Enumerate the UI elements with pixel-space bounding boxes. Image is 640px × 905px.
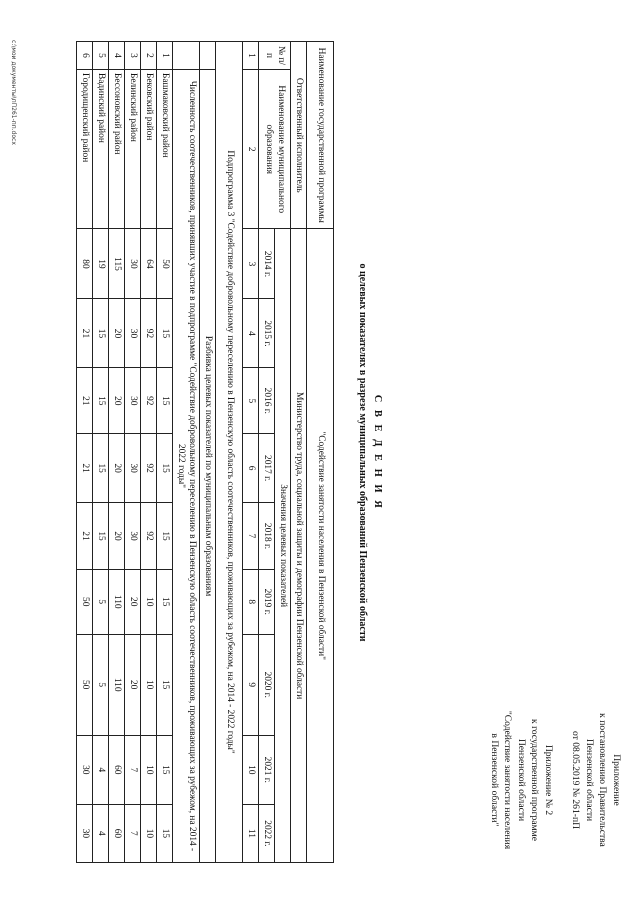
- district-name: Бессоновский район: [109, 70, 125, 229]
- file-path-footer: c:\мои документы\пП261-пп.docx: [10, 40, 17, 145]
- value-cell: 92: [141, 299, 157, 368]
- row-number: 3: [125, 42, 141, 70]
- value-cell: 30: [125, 368, 141, 434]
- table-row: [109, 42, 125, 863]
- value-cell: 15: [157, 503, 173, 570]
- appendix-line: "Содействие занятости населения: [502, 710, 514, 850]
- executor-label: Ответственный исполнитель: [291, 42, 307, 229]
- indicators-table: [76, 41, 334, 863]
- value-cell: 20: [125, 569, 141, 634]
- year-header: 2016 г.: [259, 368, 275, 434]
- value-cell: 21: [77, 503, 93, 570]
- value-cell: 30: [125, 503, 141, 570]
- district-name: Белинский район: [125, 70, 141, 229]
- table-row: [141, 42, 157, 863]
- value-cell: 60: [109, 804, 125, 862]
- row-number: 1: [157, 42, 173, 70]
- value-cell: 15: [157, 299, 173, 368]
- value-cell: 15: [93, 368, 109, 434]
- value-cell: 21: [77, 434, 93, 503]
- value-cell: 15: [157, 804, 173, 862]
- value-cell: 50: [77, 569, 93, 634]
- column-number: 2: [243, 70, 259, 229]
- column-number: 9: [243, 634, 259, 735]
- breakdown-row: [200, 42, 216, 863]
- document-heading: [357, 40, 383, 865]
- value-cell: 15: [93, 503, 109, 570]
- appendix-line: от 08.05.2019 № 261-пП: [570, 730, 582, 830]
- column-number: 6: [243, 434, 259, 503]
- value-cell: 19: [93, 229, 109, 299]
- district-name: Вадинский район: [93, 70, 109, 229]
- district-name: Башмаковский район: [157, 70, 173, 229]
- value-cell: 64: [141, 229, 157, 299]
- appendix-line: Пензенской области: [516, 738, 527, 822]
- value-cell: 110: [109, 634, 125, 735]
- table-row: [93, 42, 109, 863]
- value-cell: 10: [141, 634, 157, 735]
- value-cell: 15: [157, 735, 173, 804]
- year-header: 2017 г.: [259, 434, 275, 503]
- value-cell: 30: [125, 434, 141, 503]
- value-cell: 50: [157, 229, 173, 299]
- value-cell: 115: [109, 229, 125, 299]
- column-number: 1: [243, 42, 259, 70]
- column-number: 10: [243, 735, 259, 804]
- value-cell: 10: [141, 569, 157, 634]
- program-row: [307, 42, 334, 863]
- table-row: [125, 42, 141, 863]
- num-header: № п/п: [259, 42, 291, 70]
- subprogram-row: [216, 42, 243, 863]
- value-cell: 60: [109, 735, 125, 804]
- column-number: 8: [243, 569, 259, 634]
- value-cell: 20: [125, 634, 141, 735]
- executor-value: Министерство труда, социальной защиты и демографии Пензенской области: [291, 229, 307, 863]
- column-numbers-row: [243, 42, 259, 863]
- value-cell: 80: [77, 229, 93, 299]
- value-cell: 92: [141, 368, 157, 434]
- breakdown-label: Разбивка целевых показателей по муниципальным образованиям: [200, 70, 216, 863]
- value-cell: 15: [157, 569, 173, 634]
- value-cell: 21: [77, 368, 93, 434]
- value-cell: 20: [109, 368, 125, 434]
- row-number: 6: [77, 42, 93, 70]
- value-cell: 30: [77, 735, 93, 804]
- year-header: 2022 г.: [259, 804, 275, 862]
- header-row: [275, 42, 291, 863]
- district-name: Городищенский район: [77, 70, 93, 229]
- value-cell: 20: [109, 299, 125, 368]
- table-row: [77, 42, 93, 863]
- value-cell: 5: [93, 634, 109, 735]
- value-cell: 50: [77, 634, 93, 735]
- value-cell: 92: [141, 434, 157, 503]
- appendix-line: к постановлению Правительства: [597, 713, 609, 847]
- year-header: 2014 г.: [259, 229, 275, 299]
- value-cell: 15: [157, 634, 173, 735]
- program-label: Наименование государственной программы: [307, 42, 334, 229]
- value-cell: 20: [109, 503, 125, 570]
- value-cell: 21: [77, 299, 93, 368]
- appendix-line: Приложение: [611, 754, 622, 806]
- value-cell: 30: [125, 229, 141, 299]
- value-cell: 4: [93, 735, 109, 804]
- value-cell: 10: [141, 804, 157, 862]
- program-value: "Содействие занятости населения в Пензенской области": [307, 229, 334, 863]
- document-subtitle: о целевых показателях в разрезе муниципальных образований Пензенской области: [357, 263, 368, 642]
- value-cell: 92: [141, 503, 157, 570]
- column-number: 5: [243, 368, 259, 434]
- appendix-line: в Пензенской области": [489, 733, 500, 827]
- year-header: 2018 г.: [259, 503, 275, 570]
- executor-row: [291, 42, 307, 863]
- column-number: 7: [243, 503, 259, 570]
- document-title: С В Е Д Е Н И Я: [372, 394, 383, 511]
- value-cell: 15: [157, 368, 173, 434]
- value-cell: 110: [109, 569, 125, 634]
- value-cell: 30: [77, 804, 93, 862]
- column-number: 4: [243, 299, 259, 368]
- year-header: 2019 г.: [259, 569, 275, 634]
- row-number: 4: [109, 42, 125, 70]
- year-header: 2021 г.: [259, 735, 275, 804]
- value-cell: 30: [125, 299, 141, 368]
- value-cell: 7: [125, 735, 141, 804]
- appendix-line: Пензенской области: [584, 738, 595, 822]
- table-row: [157, 42, 173, 863]
- year-header: 2020 г.: [259, 634, 275, 735]
- value-cell: 10: [141, 735, 157, 804]
- value-cell: 15: [93, 434, 109, 503]
- value-cell: 20: [109, 434, 125, 503]
- appendix-block: [488, 685, 624, 875]
- subprogram-title: Подпрограмма 3 "Содействие добровольному переселению в Пензенскую область соотечественников, проживающих за рубежом, на 2014 - 2022 годы": [216, 42, 243, 863]
- value-cell: 5: [93, 569, 109, 634]
- row-number: 5: [93, 42, 109, 70]
- district-name: Бековский район: [141, 70, 157, 229]
- value-cell: 4: [93, 804, 109, 862]
- values-header: Значения целевых показателей: [275, 229, 291, 863]
- value-cell: 15: [93, 299, 109, 368]
- column-number: 11: [243, 804, 259, 862]
- appendix-line: Приложение № 2: [543, 744, 554, 816]
- indicator-label: Численность соотечественников, принявших участие в подпрограмме "Содействие добровольному переселению в Пензенскую область соотечественников, проживающих за рубежом, на 2014 - 2022 годы": [173, 70, 200, 863]
- value-cell: 7: [125, 804, 141, 862]
- column-number: 3: [243, 229, 259, 299]
- year-header: 2015 г.: [259, 299, 275, 368]
- indicator-row: [173, 42, 200, 863]
- row-number: 2: [141, 42, 157, 70]
- mo-header: Наименование муниципального образования: [259, 70, 291, 229]
- appendix-line: к государственной программе: [529, 719, 541, 841]
- value-cell: 15: [157, 434, 173, 503]
